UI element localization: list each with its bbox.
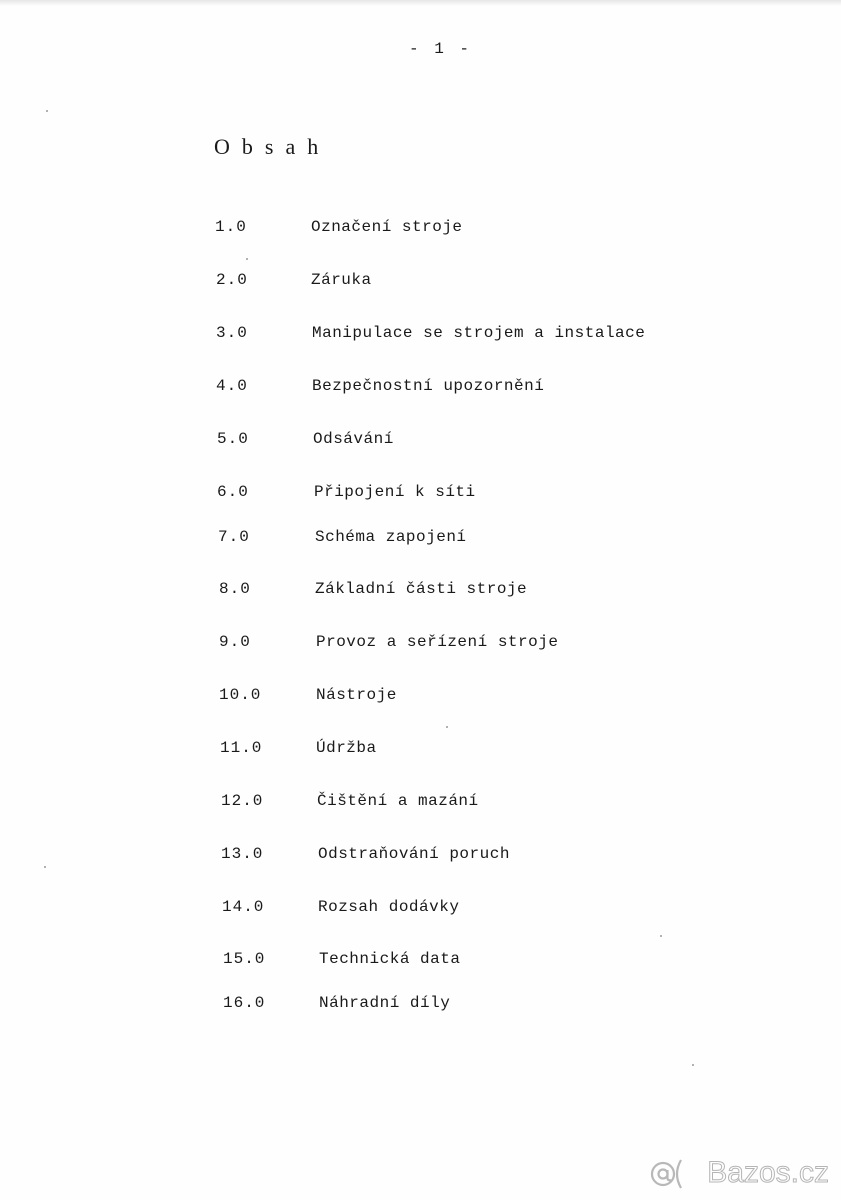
toc-heading: Obsah — [214, 134, 331, 159]
toc-entry-number: 6.0 — [217, 483, 249, 501]
toc-entry-title: Náhradní díly — [319, 994, 451, 1012]
toc-entry — [0, 739, 841, 761]
toc-entry — [0, 633, 841, 655]
bazos-logo-icon — [647, 1156, 691, 1192]
toc-entry — [0, 218, 841, 240]
toc-entry-title: Schéma zapojení — [315, 528, 467, 546]
toc-entry-number: 10.0 — [219, 686, 262, 704]
toc-entry-title: Záruka — [311, 271, 372, 289]
toc-entry-number: 8.0 — [219, 580, 251, 598]
scan-speck — [44, 866, 46, 868]
toc-entry-title: Připojení k síti — [314, 483, 476, 501]
toc-entry-number: 13.0 — [221, 845, 264, 863]
scan-speck — [246, 258, 248, 260]
toc-entry — [0, 483, 841, 505]
page-number: - 1 - — [408, 40, 472, 58]
toc-entry-title: Údržba — [316, 739, 377, 757]
toc-entry-title: Nástroje — [316, 686, 397, 704]
toc-entry — [0, 580, 841, 602]
toc-entry-title: Označení stroje — [311, 218, 463, 236]
toc-entry — [0, 271, 841, 293]
toc-entry-title: Rozsah dodávky — [318, 898, 460, 916]
toc-entry — [0, 792, 841, 814]
scan-speck — [446, 726, 448, 728]
scan-speck — [692, 1064, 694, 1066]
bazos-watermark: Bazos.cz — [707, 1156, 829, 1189]
toc-entry-title: Čištění a mazání — [317, 792, 479, 810]
toc-entry-number: 5.0 — [217, 430, 249, 448]
toc-entry-number: 7.0 — [218, 528, 250, 546]
toc-entry-number: 15.0 — [223, 950, 266, 968]
toc-entry — [0, 430, 841, 452]
toc-entry-number: 11.0 — [220, 739, 263, 757]
toc-entry-number: 2.0 — [216, 271, 248, 289]
toc-entry-title: Odstraňování poruch — [318, 845, 510, 863]
toc-entry-title: Bezpečnostní upozornění — [312, 377, 545, 395]
toc-entry-number: 16.0 — [223, 994, 266, 1012]
toc-entry — [0, 845, 841, 867]
toc-entry-number: 3.0 — [216, 324, 248, 342]
toc-entry — [0, 377, 841, 399]
toc-entry-number: 1.0 — [215, 218, 247, 236]
toc-entry — [0, 528, 841, 550]
toc-entry-title: Provoz a seřízení stroje — [316, 633, 559, 651]
toc-entry-title: Odsávání — [313, 430, 394, 448]
toc-entry — [0, 994, 841, 1016]
toc-entry — [0, 686, 841, 708]
toc-entry-title: Základní části stroje — [315, 580, 528, 598]
toc-entry — [0, 898, 841, 920]
toc-entry-number: 12.0 — [221, 792, 264, 810]
toc-entry-title: Manipulace se strojem a instalace — [312, 324, 646, 342]
scan-speck — [46, 110, 48, 112]
toc-entry-number: 14.0 — [222, 898, 265, 916]
toc-entry-number: 4.0 — [216, 377, 248, 395]
toc-entry — [0, 324, 841, 346]
toc-entry — [0, 950, 841, 972]
toc-entry-title: Technická data — [319, 950, 461, 968]
scan-speck — [660, 935, 662, 937]
toc-entry-number: 9.0 — [219, 633, 251, 651]
